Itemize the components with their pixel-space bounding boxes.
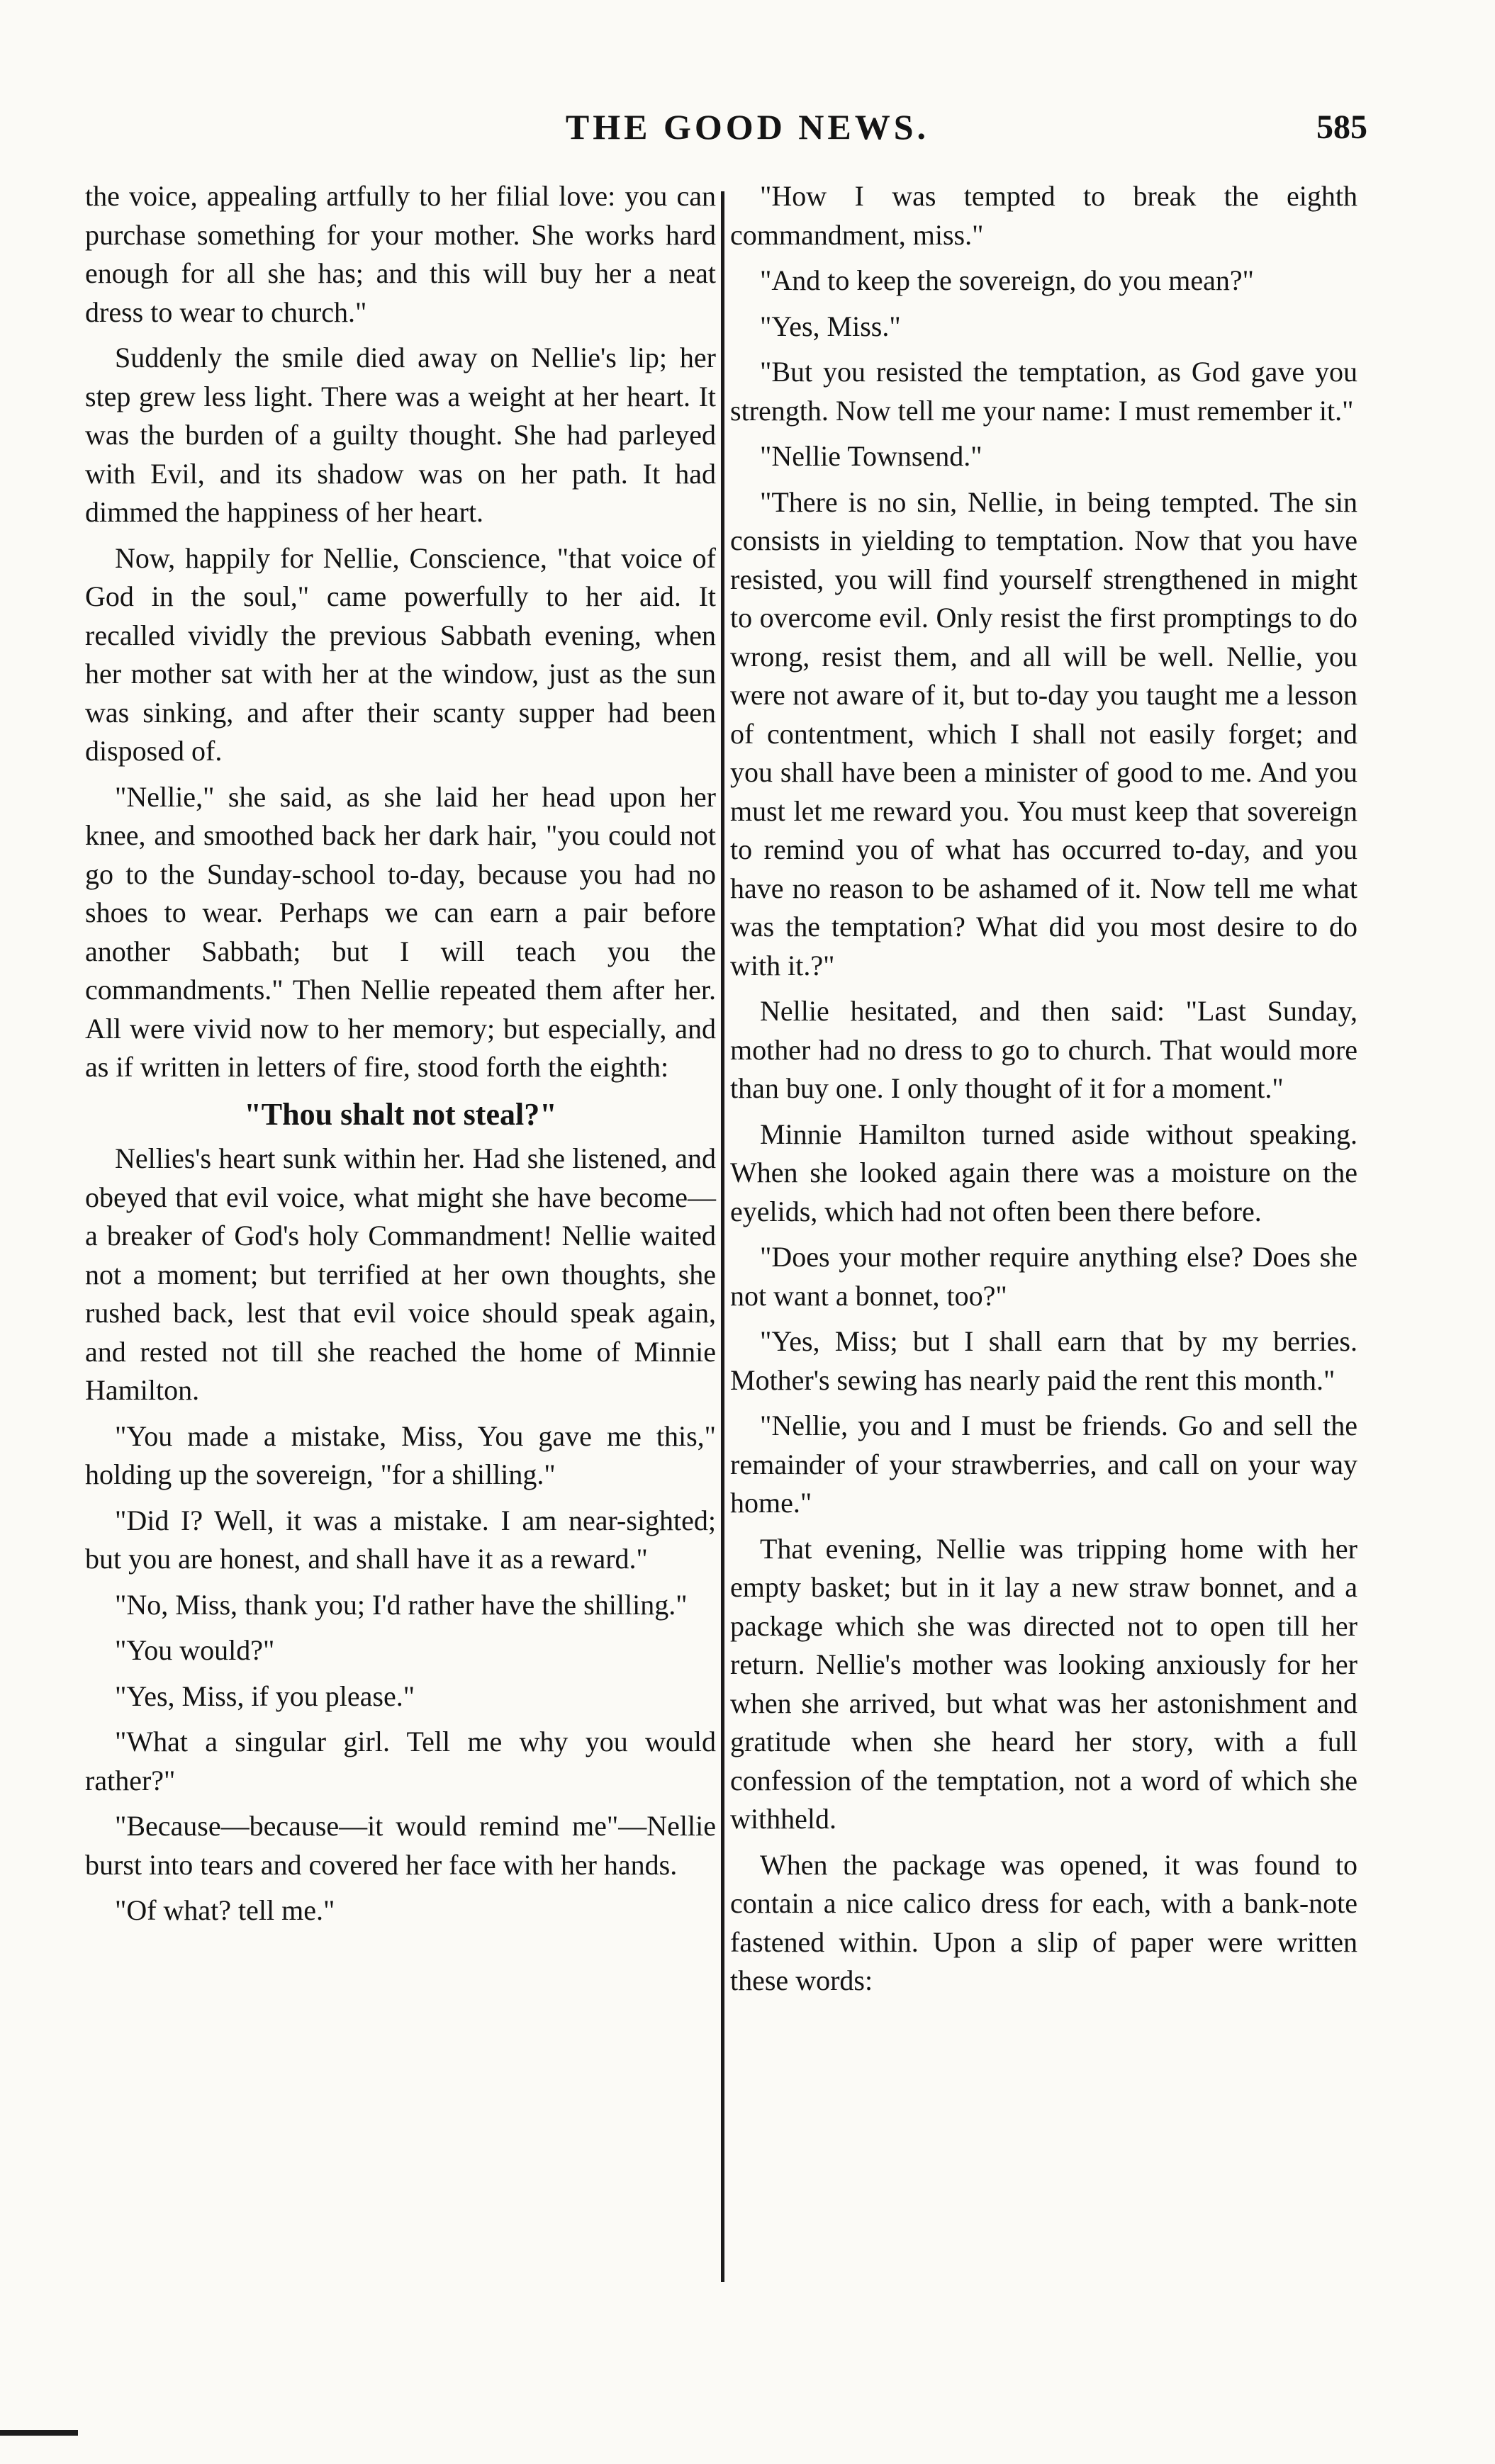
paragraph: "You would?" xyxy=(115,1634,275,1666)
paragraph: "Yes, Miss, if you please." xyxy=(115,1680,415,1712)
paragraph: "Does your mother require anything else? Does she not want a bonnet, too?" xyxy=(730,1241,1357,1312)
paragraph: "How I was tempted to break the eighth commandment, miss." xyxy=(730,180,1357,251)
paragraph: "And to keep the sovereign, do you mean?" xyxy=(760,264,1254,296)
paragraph: "Did I? Well, it was a mistake. I am near-sighted; but you are honest, and shall have it as a reward." xyxy=(85,1504,716,1575)
commandment-heading: "Thou shalt not steal?" xyxy=(244,1096,557,1132)
paragraph: That evening, Nellie was tripping home with her empty basket; but in it lay a new straw bonnet, and a package which she was directed not to open till her return. Nellie's mother was looking anxiously for her when she arrived, but what was her astonishment and gratitude when she heard her story, with a full confession of the temptation, not a word of which she withheld. xyxy=(730,1532,1357,1835)
paragraph: "Because—because—it would remind me"—Nellie burst into tears and covered her face with her hands. xyxy=(85,1810,716,1881)
paragraph: "Yes, Miss." xyxy=(760,310,901,342)
left-column xyxy=(85,177,716,1937)
paragraph: Nellie hesitated, and then said: "Last Sunday, mother had no dress to go to church. That would more than buy one. I only thought of it for a moment." xyxy=(730,995,1357,1104)
paragraph: "No, Miss, thank you; I'd rather have the shilling." xyxy=(115,1588,688,1621)
paragraph: "Of what? tell me." xyxy=(115,1894,335,1926)
paragraph: "You made a mistake, Miss, You gave me this," holding up the sovereign, "for a shilling." xyxy=(85,1419,716,1490)
paragraph: "Nellie Townsend." xyxy=(760,440,982,472)
paragraph: the voice, appealing artfully to her filial love: you can purchase something for your mother. She works hard enough for all she has; and this will buy her a neat dress to wear to church." xyxy=(85,180,716,328)
paragraph: Now, happily for Nellie, Conscience, "that voice of God in the soul," came powerfully to her aid. It recalled vividly the previous Sabbath evening, when her mother sat with her at the window, just as the sun was sinking, and after their scanty supper had been disposed of. xyxy=(85,541,716,767)
paragraph: "Nellie, you and I must be friends. Go and sell the remainder of your strawberries, and call on your way home." xyxy=(730,1410,1357,1519)
paragraph: "There is no sin, Nellie, in being tempted. The sin consists in yielding to temptation. Now that you have resisted, you will find yourself strengthened in might to overcome evil. Only resist the first promptings to do wrong, resist them, and all will be well. Nellie, you were not aware of it, but to-day you taught me a lesson of contentment, which I shall not easily forget; and you shall have been a minister of good to me. And you must let me reward you. You must keep that sovereign to remind you of what has occurred to-day, and you have no reason to be ashamed of it. Now tell me what was the temptation? What did you most desire to do with it.?" xyxy=(730,485,1357,981)
running-title: THE GOOD NEWS. xyxy=(565,107,930,147)
right-column xyxy=(730,177,1357,2008)
paragraph: When the package was opened, it was found to contain a nice calico dress for each, with a bank-note fastened within. Upon a slip of paper were written these words: xyxy=(730,1848,1357,1996)
paragraph: "Nellie," she said, as she laid her head upon her knee, and smoothed back her dark hair, "you could not go to the Sunday-school to-day, because you had no shoes to wear. Perhaps we can earn a pair before another Sabbath; but I will teach you the commandments." Then Nellie repeated them after her. All were vivid now to her memory; but especially, and as if written in letters of fire, stood forth the eighth: xyxy=(85,780,716,1083)
paragraph: "Yes, Miss; but I shall earn that by my berries. Mother's sewing has nearly paid the rent this month." xyxy=(730,1325,1357,1396)
paragraph: Suddenly the smile died away on Nellie's lip; her step grew less light. There was a weight at her heart. It was the burden of a guilty thought. She had parleyed with Evil, and its shadow was on her path. It had dimmed the happiness of her heart. xyxy=(85,342,716,528)
paragraph: "What a singular girl. Tell me why you would rather?" xyxy=(85,1726,716,1796)
column-divider xyxy=(721,191,724,2282)
page-number: 585 xyxy=(1316,108,1367,146)
page-header xyxy=(0,106,1495,156)
paragraph: Nellies's heart sunk within her. Had she listened, and obeyed that evil voice, what might she have become—a breaker of God's holy Commandment! Nellie waited not a moment; but terrified at her own thoughts, she rushed back, lest that evil voice should speak again, and rested not till she reached the home of Minnie Hamilton. xyxy=(85,1142,716,1406)
paragraph: "But you resisted the temptation, as God gave you strength. Now tell me your name: I must remember it." xyxy=(730,356,1357,427)
paragraph: Minnie Hamilton turned aside without speaking. When she looked again there was a moisture on the eyelids, which had not often been there before. xyxy=(730,1118,1357,1227)
page-edge-mark xyxy=(0,2430,78,2436)
